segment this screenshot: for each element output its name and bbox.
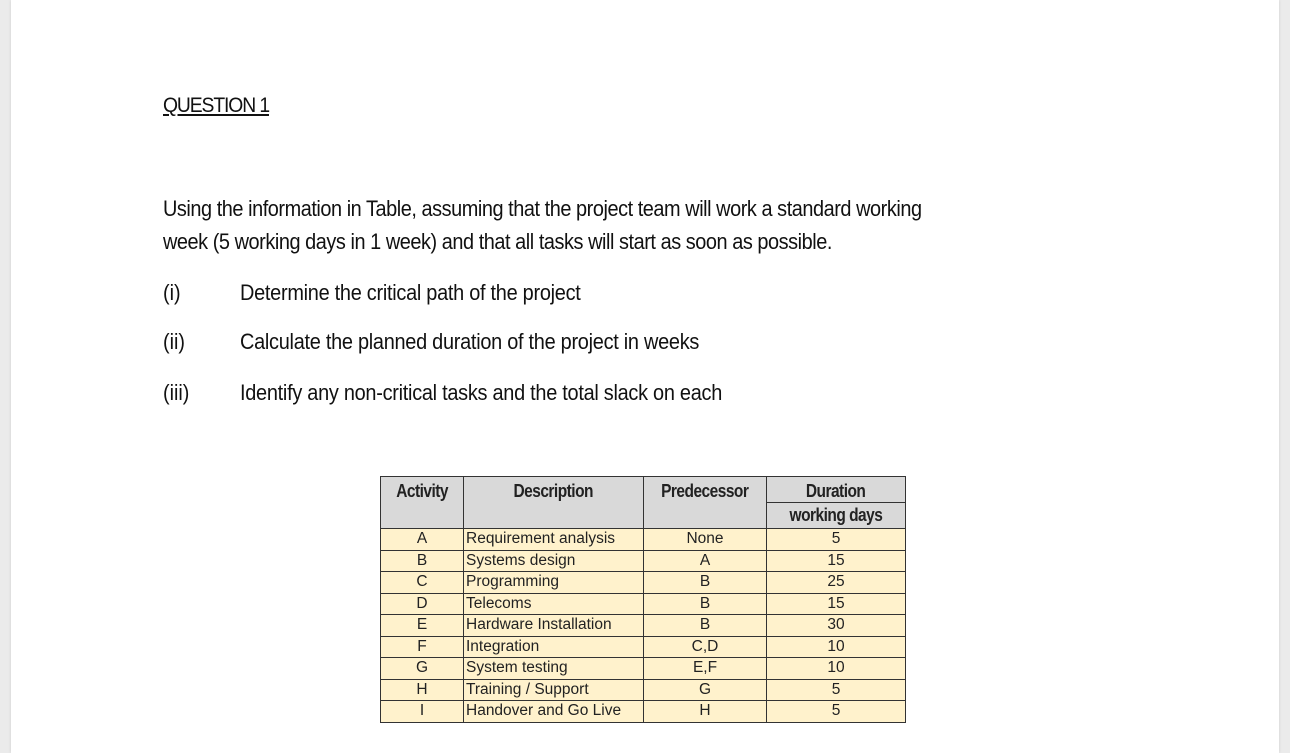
cell-activity: E bbox=[381, 615, 464, 637]
cell-predecessor: A bbox=[644, 550, 767, 572]
cell-predecessor: B bbox=[644, 615, 767, 637]
header-predecessor: Predecessor bbox=[644, 477, 767, 529]
cell-predecessor: H bbox=[644, 701, 767, 723]
cell-duration: 25 bbox=[767, 572, 906, 594]
cell-predecessor: C,D bbox=[644, 636, 767, 658]
header-duration-unit: working days bbox=[767, 503, 906, 529]
table-row bbox=[381, 572, 906, 594]
cell-description: System testing bbox=[464, 658, 644, 680]
cell-activity: F bbox=[381, 636, 464, 658]
cell-description: Systems design bbox=[464, 550, 644, 572]
table-row bbox=[381, 593, 906, 615]
item-number-3: (iii) bbox=[163, 380, 190, 405]
intro-line-2: week (5 working days in 1 week) and that all tasks will start as soon as possible. bbox=[163, 229, 832, 254]
item-text-1: Determine the critical path of the project bbox=[240, 280, 581, 305]
cell-duration: 15 bbox=[767, 593, 906, 615]
cell-description: Requirement analysis bbox=[464, 529, 644, 551]
cell-activity: H bbox=[381, 679, 464, 701]
cell-duration: 15 bbox=[767, 550, 906, 572]
header-duration: Duration bbox=[767, 477, 906, 503]
item-number-1: (i) bbox=[163, 280, 181, 305]
table-row bbox=[381, 679, 906, 701]
cell-description: Training / Support bbox=[464, 679, 644, 701]
cell-predecessor: None bbox=[644, 529, 767, 551]
cell-predecessor: B bbox=[644, 572, 767, 594]
cell-description: Hardware Installation bbox=[464, 615, 644, 637]
activity-table bbox=[380, 476, 906, 723]
question-heading: QUESTION 1 bbox=[163, 94, 269, 117]
cell-duration: 10 bbox=[767, 658, 906, 680]
cell-predecessor: E,F bbox=[644, 658, 767, 680]
cell-predecessor: B bbox=[644, 593, 767, 615]
table-row bbox=[381, 636, 906, 658]
table-row bbox=[381, 658, 906, 680]
cell-activity: A bbox=[381, 529, 464, 551]
cell-duration: 30 bbox=[767, 615, 906, 637]
intro-line-1: Using the information in Table, assuming that the project team will work a standard working bbox=[163, 196, 922, 221]
cell-duration: 5 bbox=[767, 679, 906, 701]
cell-activity: C bbox=[381, 572, 464, 594]
item-number-2: (ii) bbox=[163, 329, 185, 354]
cell-activity: G bbox=[381, 658, 464, 680]
cell-description: Integration bbox=[464, 636, 644, 658]
table-row bbox=[381, 529, 906, 551]
cell-description: Handover and Go Live bbox=[464, 701, 644, 723]
cell-duration: 5 bbox=[767, 529, 906, 551]
cell-predecessor: G bbox=[644, 679, 767, 701]
cell-duration: 10 bbox=[767, 636, 906, 658]
cell-activity: D bbox=[381, 593, 464, 615]
cell-activity: I bbox=[381, 701, 464, 723]
document-page bbox=[11, 0, 1279, 753]
header-description: Description bbox=[464, 477, 644, 529]
cell-description: Programming bbox=[464, 572, 644, 594]
cell-duration: 5 bbox=[767, 701, 906, 723]
table-row bbox=[381, 615, 906, 637]
table-row bbox=[381, 550, 906, 572]
cell-activity: B bbox=[381, 550, 464, 572]
item-text-2: Calculate the planned duration of the project in weeks bbox=[240, 329, 700, 354]
item-text-3: Identify any non-critical tasks and the total slack on each bbox=[240, 380, 723, 405]
cell-description: Telecoms bbox=[464, 593, 644, 615]
header-activity: Activity bbox=[381, 477, 464, 529]
table-header-row bbox=[381, 477, 906, 503]
table-row bbox=[381, 701, 906, 723]
